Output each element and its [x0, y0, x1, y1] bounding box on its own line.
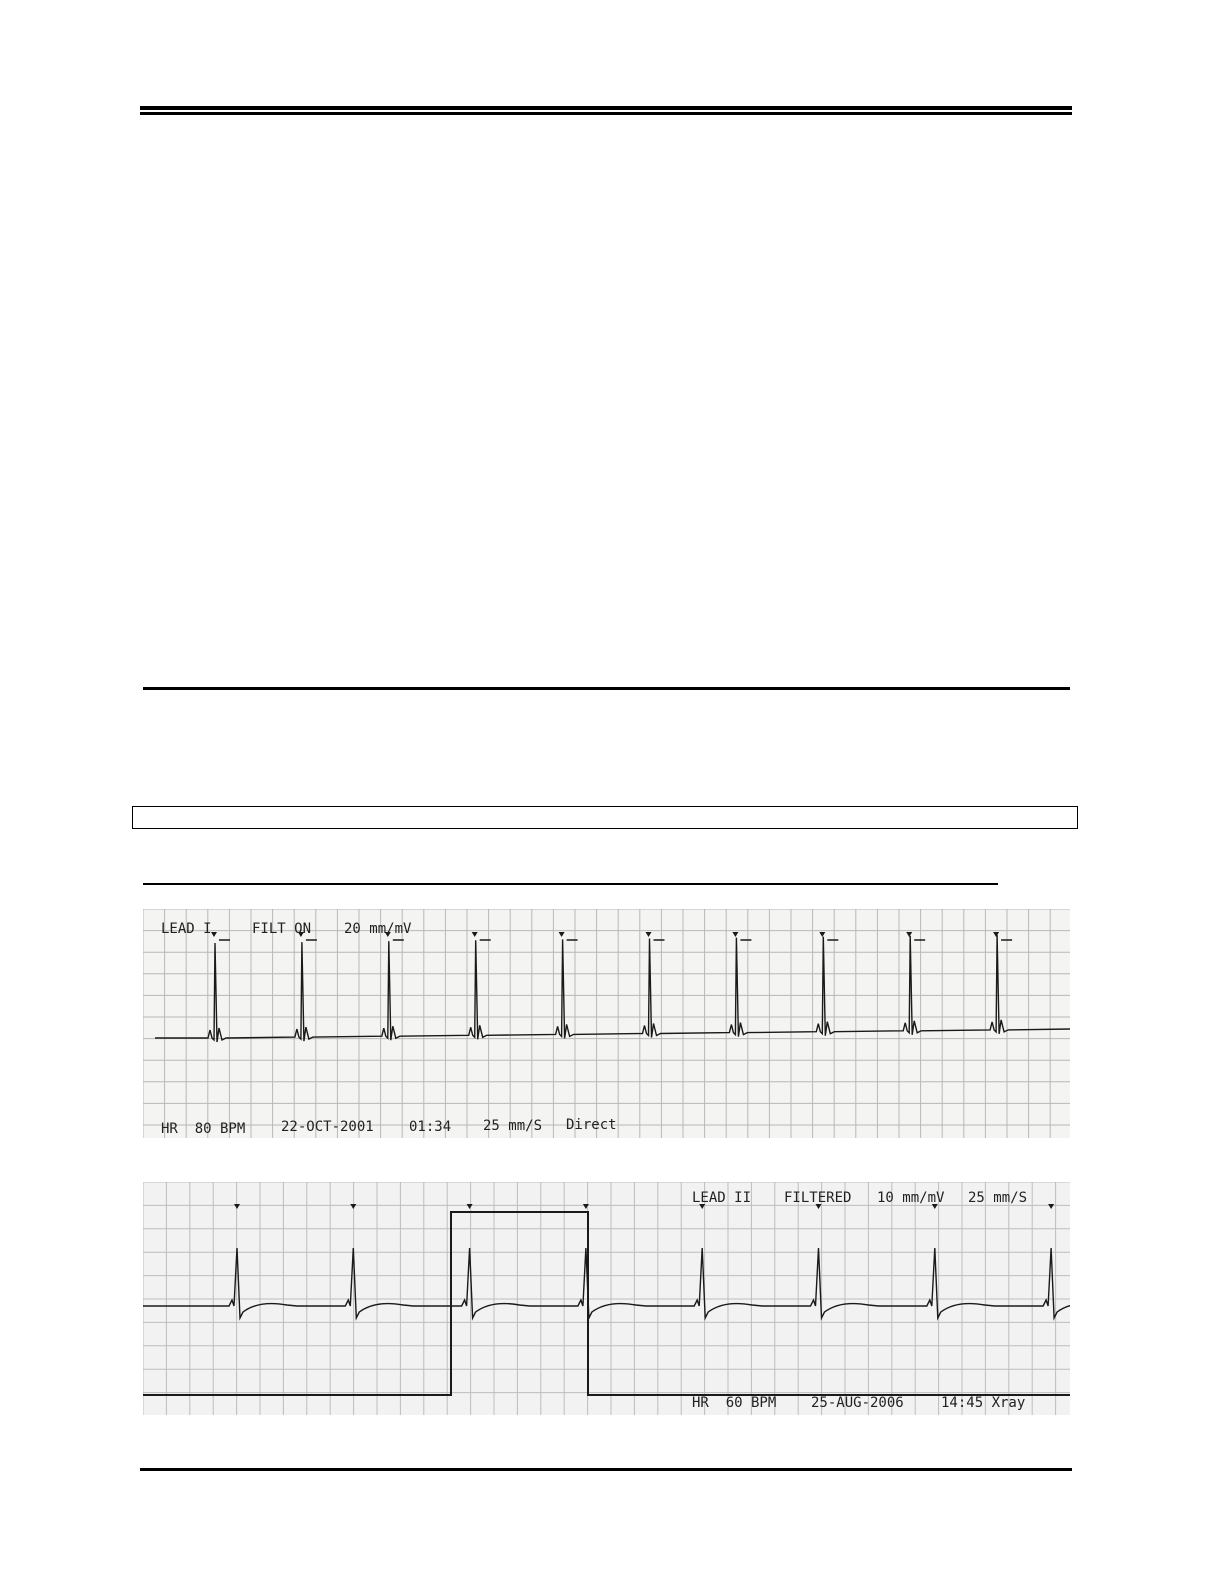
ecg-1-lead-label: LEAD I [161, 921, 212, 937]
ecg-1-speed: 25 mm/S [483, 1118, 543, 1134]
ecg-2-heart-rate: HR 60 BPM [692, 1395, 777, 1411]
ecg-strip-1-svg [143, 909, 1070, 1138]
ecg-1-heart-rate: HR 80 BPM [161, 1121, 246, 1137]
ecg-strip-2-svg [143, 1182, 1070, 1415]
header-rule-thin [140, 112, 1072, 115]
section-divider [143, 687, 1070, 690]
ecg-1-time: 01:34 [409, 1119, 452, 1135]
header-double-rule [140, 106, 1072, 115]
header-rule-thick [140, 106, 1072, 110]
ecg-2-date: 25-AUG-2006 [811, 1395, 904, 1411]
ecg-1-gain-label: 20 mm/mV [344, 921, 412, 937]
caption-underline [143, 883, 998, 885]
ecg-strip-lead-i [143, 909, 1070, 1138]
ecg-strip-lead-ii [143, 1182, 1070, 1415]
ecg-2-speed-label: 25 mm/S [968, 1190, 1028, 1206]
ecg-2-gain-label: 10 mm/mV [877, 1190, 945, 1206]
ecg-1-filter-label: FILT ON [252, 921, 312, 937]
ecg-2-time-note: 14:45 Xray [941, 1395, 1026, 1411]
ecg-2-lead-label: LEAD II [692, 1190, 752, 1206]
footer-rule [140, 1468, 1072, 1471]
empty-text-box [132, 806, 1078, 829]
ecg-1-mode: Direct [566, 1117, 617, 1133]
ecg-2-filter-label: FILTERED [784, 1190, 852, 1206]
ecg-1-date: 22-OCT-2001 [281, 1119, 374, 1135]
